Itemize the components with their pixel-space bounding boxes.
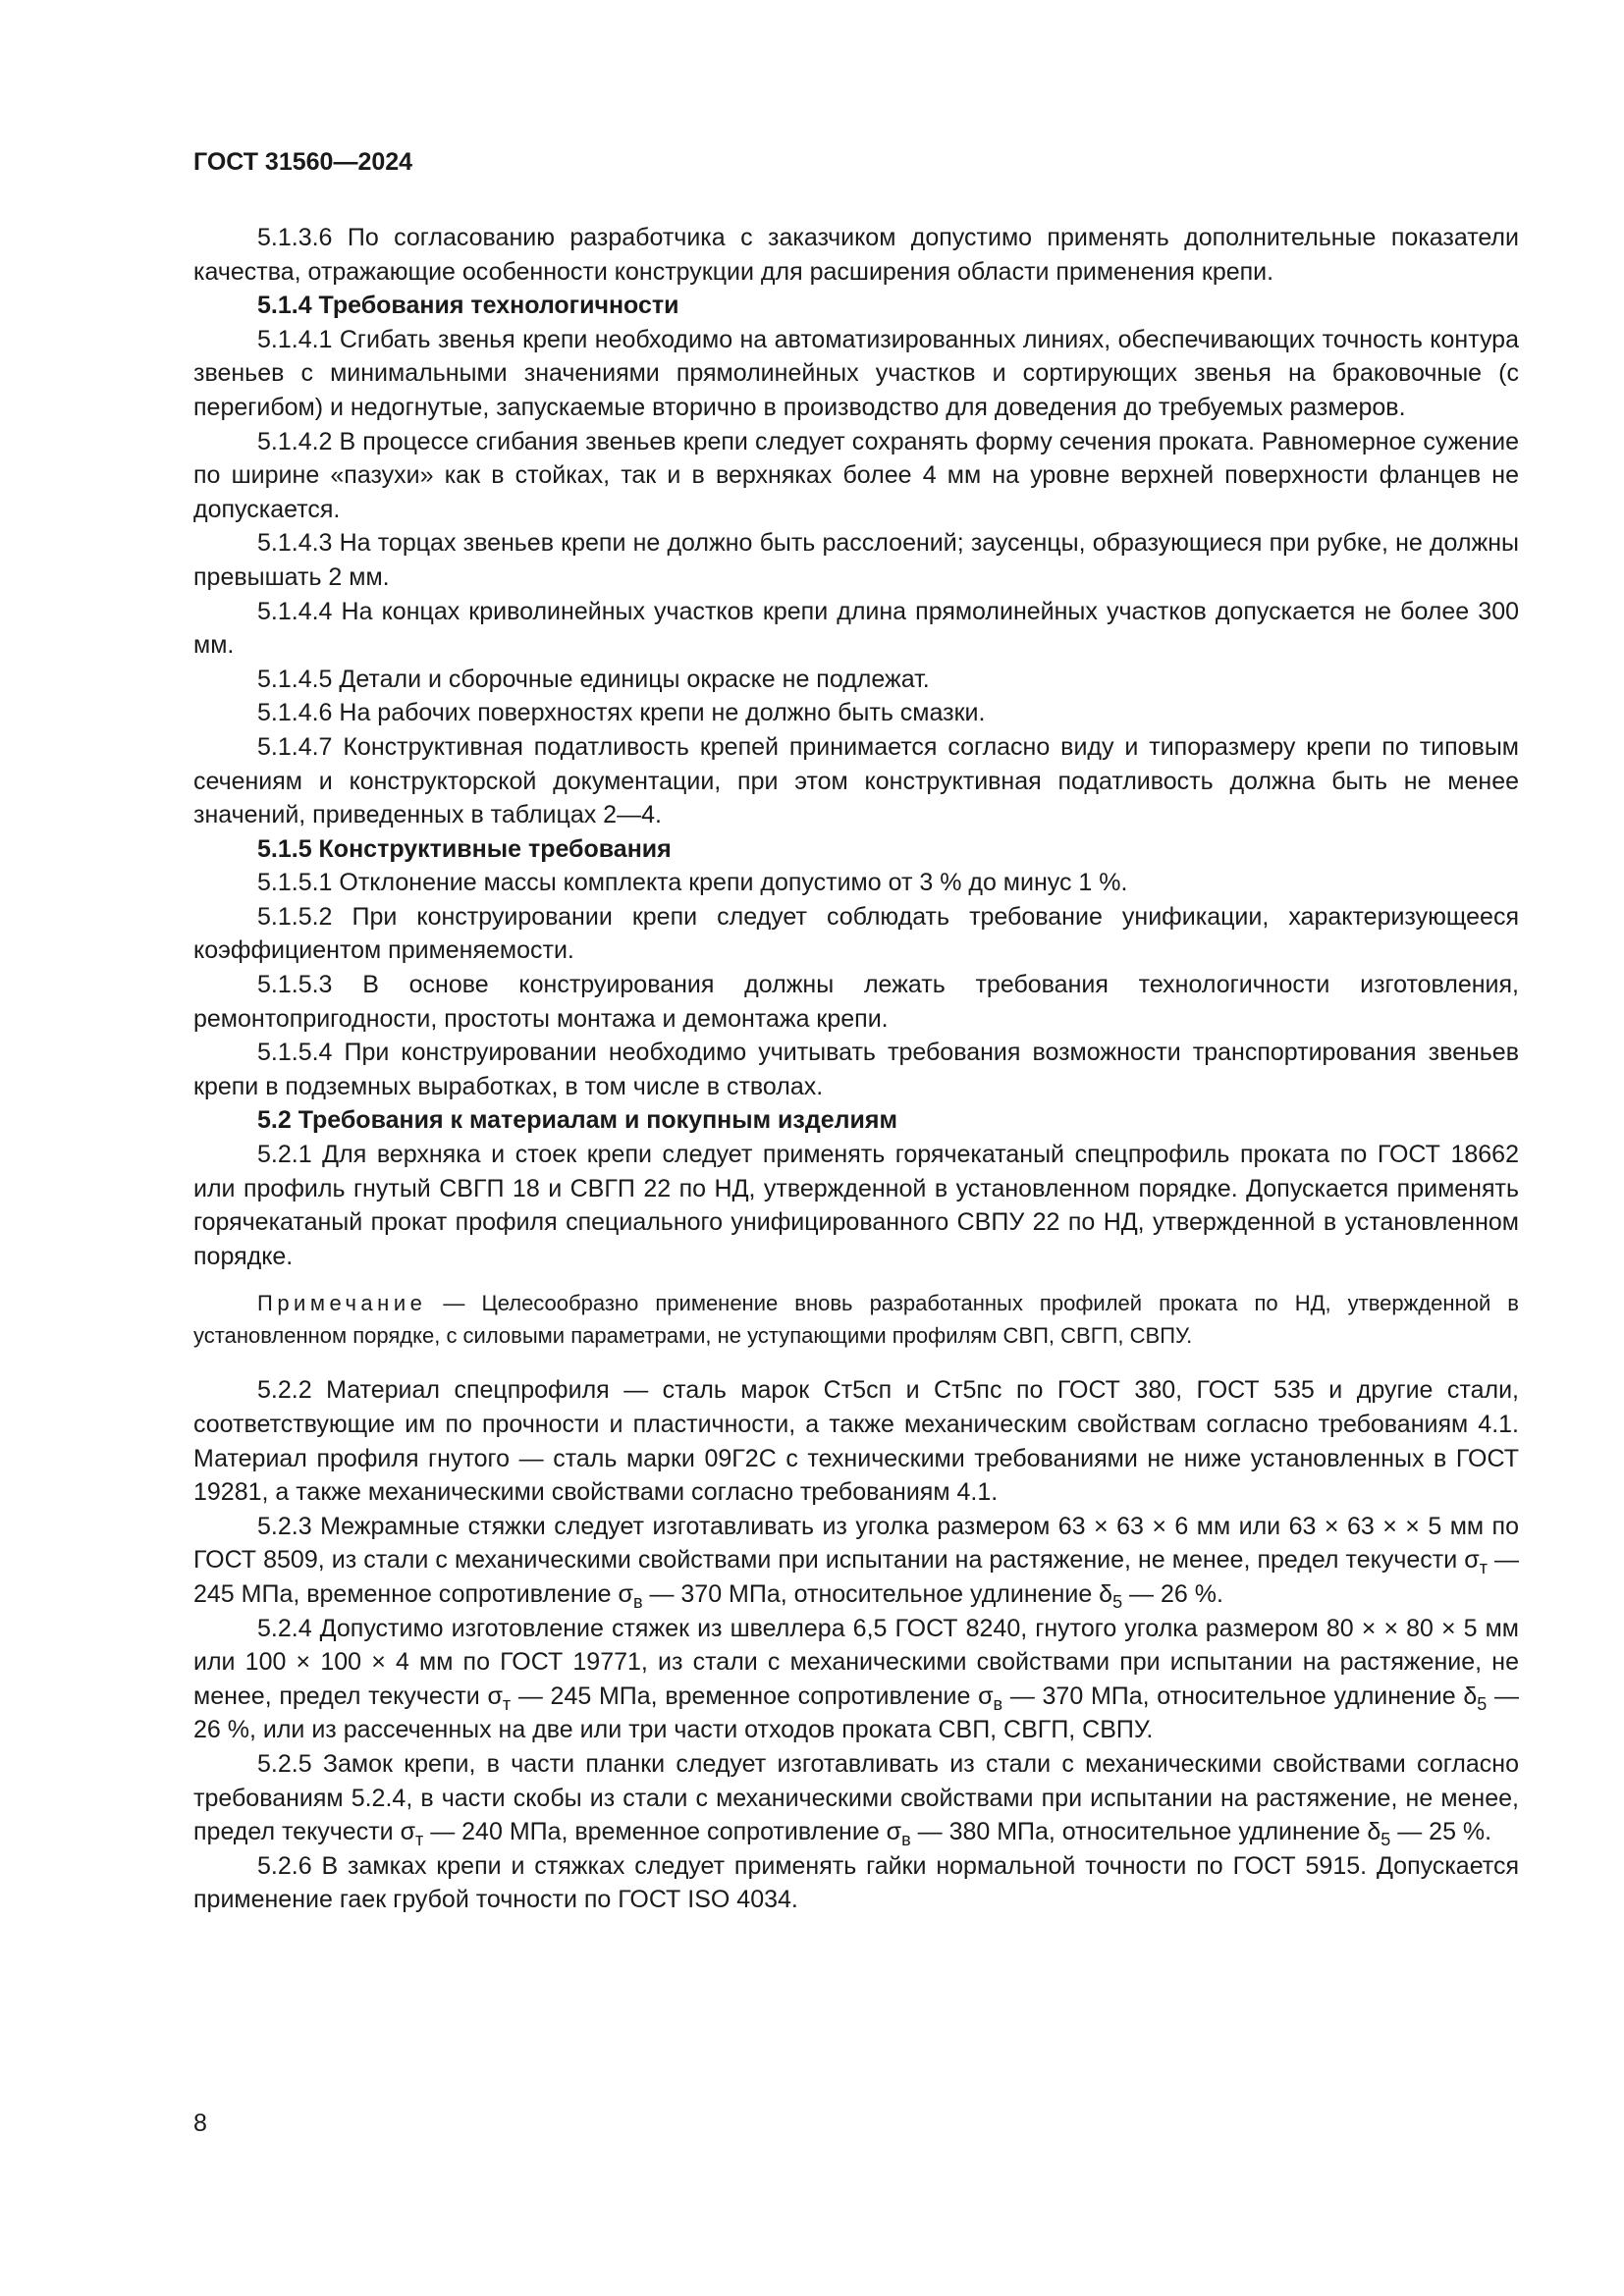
paragraph-5-1-5-4: 5.1.5.4 При конструировании необходимо учитывать требования возможности транспортирования звеньев крепи в подземных выработках, в том числе в стволах. <box>193 1039 1519 1100</box>
paragraph-5-1-3-6: 5.1.3.6 По согласованию разработчика с заказчиком допустимо применять дополнительные показатели качества, отражающие особенности конструкции для расширения области применения крепи. <box>193 224 1519 286</box>
text-segment: — 25 %. <box>1390 1818 1492 1846</box>
text-segment: — 240 МПа, временное сопротивление σ <box>423 1818 902 1846</box>
note <box>193 1287 1519 1352</box>
paragraph-5-1-5-2: 5.1.5.2 При конструировании крепи следует соблюдать требование унификации, характеризующееся коэффициентом применяемости. <box>193 902 1519 965</box>
paragraph-5-2-1: 5.2.1 Для верхняка и стоек крепи следует применять горячекатаный спецпрофиль проката по ГОСТ 18662 или профиль гнутый СВГП 18 и СВГП 22 по НД, утвержденной в установленном порядке. Допускается применять горячекатаный прокат профиля специального унифицированного СВПУ 22 по НД, утвержденной в установленном порядке. <box>193 1141 1519 1270</box>
text-segment: — 370 МПа, относительное удлинение δ <box>1002 1682 1478 1710</box>
subscript: т <box>502 1693 512 1714</box>
subscript: в <box>993 1693 1003 1714</box>
paragraph-5-1-4-2: 5.1.4.2 В процессе сгибания звеньев крепи следует сохранять форму сечения проката. Равномерное сужение по ширине «пазухи» как в стойках, так и в верхняках более 4 мм на уровне верхней поверхности фланцев не допускается. <box>193 427 1519 523</box>
subscript: 5 <box>1380 1830 1391 1850</box>
paragraph-5-2-5 <box>193 1747 1519 1849</box>
paragraph-5-1-5-3: 5.1.5.3 В основе конструирования должны лежать требования технологичности изготовления, ремонтопригодности, простоты монтажа и демонтажа крепи. <box>193 971 1519 1033</box>
document-header: ГОСТ 31560—2024 <box>193 148 413 176</box>
text-segment: — 245 МПа, временное сопротивление σ <box>193 1546 1519 1608</box>
paragraph-5-2-3 <box>193 1510 1519 1612</box>
text-segment: — 26 %, или из рассеченных на две или три части отходов проката СВП, СВГП, СВПУ. <box>193 1682 1519 1744</box>
subscript: т <box>1479 1558 1488 1578</box>
paragraph-5-1-5-1: 5.1.5.1 Отклонение массы комплекта крепи допустимо от 3 % до минус 1 %. <box>257 869 1128 897</box>
paragraph-5-1-4-6: 5.1.4.6 На рабочих поверхностях крепи не должно быть смазки. <box>257 699 986 727</box>
heading-5-1-5: 5.1.5 Конструктивные требования <box>257 834 672 863</box>
text-segment: 5.2.4 Допустимо изготовление стяжек из швеллера 6,5 ГОСТ 8240, гнутого уголка размером 80 × × 80 × 5 мм или 100 × 100 × 4 мм по ГОСТ 19771, из стали с механическими свойствами при испытании на растяжение, не менее, предел текучести σ <box>193 1614 1519 1710</box>
paragraph-5-1-4-4: 5.1.4.4 На концах криволинейных участков крепи длина прямолинейных участков допускается не более 300 мм. <box>193 597 1519 660</box>
subscript: 5 <box>1477 1693 1488 1714</box>
subscript: 5 <box>1112 1591 1123 1612</box>
document-page <box>193 147 1519 1917</box>
paragraph-5-1-4-7: 5.1.4.7 Конструктивная податливость крепей принимается согласно виду и типоразмеру крепи по типовым сечениям и конструкторской документации, при этом конструктивная податливость должна быть не менее значений, приведенных в таблицах 2—4. <box>193 732 1519 829</box>
note-label: Примечание <box>257 1291 427 1316</box>
paragraph-5-2-4 <box>193 1612 1519 1747</box>
subscript: т <box>415 1830 424 1850</box>
subscript: в <box>901 1830 911 1850</box>
text-segment: — 370 МПа, относительное удлинение δ <box>642 1579 1113 1608</box>
note-text: — Целесообразно применение вновь разработанных профилей проката по НД, утвержденной в установленном порядке, с силовыми параметрами, не уступающими профилям СВП, СВГП, СВПУ. <box>193 1291 1519 1349</box>
text-segment: — 380 МПа, относительное удлинение δ <box>910 1818 1381 1846</box>
heading-5-1-4: 5.1.4 Требования технологичности <box>257 292 679 320</box>
text-segment: 5.2.3 Межрамные стяжки следует изготавливать из уголка размером 63 × 63 × 6 мм или 63 × 63 × × 5 мм по ГОСТ 8509, из стали с механическими свойствами при испытании на растяжение, не менее, предел текучести σ <box>193 1512 1519 1575</box>
paragraph-5-1-4-3: 5.1.4.3 На торцах звеньев крепи не должно быть расслоений; заусенцы, образующиеся при рубке, не должны превышать 2 мм. <box>193 529 1519 591</box>
text-segment: — 26 %. <box>1122 1579 1223 1608</box>
paragraph-5-2-2: 5.2.2 Материал спецпрофиля — сталь марок Ст5сп и Ст5пс по ГОСТ 380, ГОСТ 535 и другие стали, соответствующие им по прочности и пластичности, а также механическим свойствам согласно требованиям 4.1. Материал профиля гнутого — сталь марки 09Г2С с техническими требованиями не ниже установленных в ГОСТ 19281, а также механическими свойствами согласно требованиям 4.1. <box>193 1376 1519 1507</box>
text-segment: — 245 МПа, временное сопротивление σ <box>511 1682 994 1710</box>
text-segment: 5.2.5 Замок крепи, в части планки следует изготавливать из стали с механическими свойствами согласно требованиям 5.2.4, в части скобы из стали с механическими свойствами при испытании на растяжение, не менее, предел текучести σ <box>193 1749 1519 1846</box>
paragraph-5-1-4-5: 5.1.4.5 Детали и сборочные единицы окраске не подлежат. <box>257 665 930 693</box>
heading-5-2: 5.2 Требования к материалам и покупным изделиям <box>257 1106 897 1135</box>
subscript: в <box>632 1591 643 1612</box>
paragraph-5-1-4-1: 5.1.4.1 Сгибать звенья крепи необходимо на автоматизированных линиях, обеспечивающих точность контура звеньев с минимальными значениями прямолинейных участков и сортирующих звенья на браковочные (с перегибом) и недогнутые, запускаемые вторично в производство для доведения до требуемых размеров. <box>193 325 1519 421</box>
page-number: 8 <box>193 2109 207 2137</box>
paragraph-5-2-6: 5.2.6 В замках крепи и стяжках следует применять гайки нормальной точности по ГОСТ 5915. Допускается применение гаек грубой точности по ГОСТ ISO 4034. <box>193 1851 1519 1914</box>
